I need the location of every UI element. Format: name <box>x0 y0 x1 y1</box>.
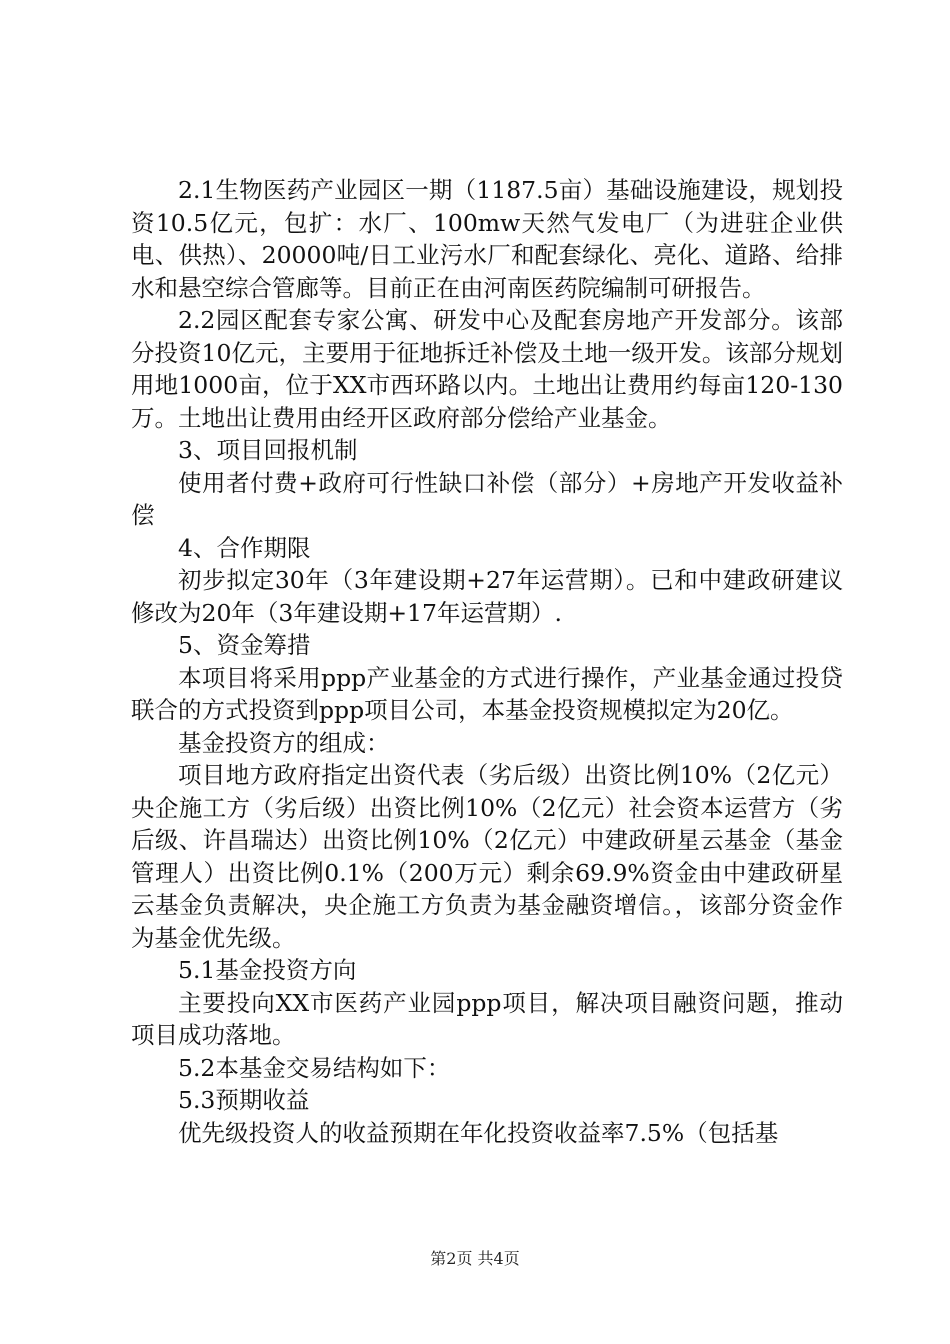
heading-5-3: 5.3预期收益 <box>178 1086 310 1114</box>
heading-5-2: 5.2本基金交易结构如下： <box>178 1053 451 1082</box>
paragraph-5-3: 优先级投资人的收益预期在年化投资收益率7.5%（包括基 <box>178 1118 779 1147</box>
heading-return-mechanism: 3、项目回报机制 <box>178 436 358 464</box>
paragraph-cooperation-period: 初步拟定30年（3年建设期+27年运营期）。已和中建政研建议修改为20年（3年建设期+17年运营期）. <box>131 566 843 627</box>
paragraph-5-1: 主要投向XX市医药产业园ppp项目，解决项目融资问题，推动项目成功落地。 <box>131 988 843 1049</box>
document-body <box>131 174 843 1149</box>
paragraph-2-2: 2.2园区配套专家公寓、研发中心及配套房地产开发部分。该部分投资10亿元，主要用于征地拆迁补偿及土地一级开发。该部分规划用地1000亩，位于XX市西环路以内。土地出让费用约每亩120-130万。土地出让费用由经开区政府部分偿给产业基金。 <box>131 306 843 432</box>
paragraph-fund-raising: 本项目将采用ppp产业基金的方式进行操作，产业基金通过投贷联合的方式投资到ppp项目公司，本基金投资规模拟定为20亿。 <box>131 663 843 724</box>
heading-cooperation-period: 4、合作期限 <box>178 533 311 562</box>
paragraph-return-mechanism: 使用者付费+政府可行性缺口补偿（部分）+房地产开发收益补偿 <box>131 468 843 529</box>
heading-fund-investors: 基金投资方的组成： <box>178 728 390 757</box>
paragraph-2-1: 2.1生物医药产业园区一期（1187.5亩）基础设施建设，规划投资10.5亿元，包扩：水厂、100mw天然气发电厂（为进驻企业供电、供热）、20000吨/日工业污水厂和配套绿化、亮化、道路、给排水和悬空综合管廊等。目前正在由河南医药院编制可研报告。 <box>131 176 843 302</box>
page-number: 第2页 共4页 <box>430 1249 520 1268</box>
page-footer <box>0 1246 950 1269</box>
heading-5-1: 5.1基金投资方向 <box>178 956 357 984</box>
heading-fund-raising: 5、资金筹措 <box>178 631 311 659</box>
paragraph-fund-investors: 项目地方政府指定出资代表（劣后级）出资比例10%（2亿元）央企施工方（劣后级）出资比例10%（2亿元）社会资本运营方（劣后级、许昌瑞达）出资比例10%（2亿元）中建政研星云基金（基金管理人）出资比例0.1%（200万元）剩余69.9%资金由中建政研星云基金负责解决，央企施工方负责为基金融资增信。，该部分资金作为基金优先级。 <box>131 761 843 952</box>
